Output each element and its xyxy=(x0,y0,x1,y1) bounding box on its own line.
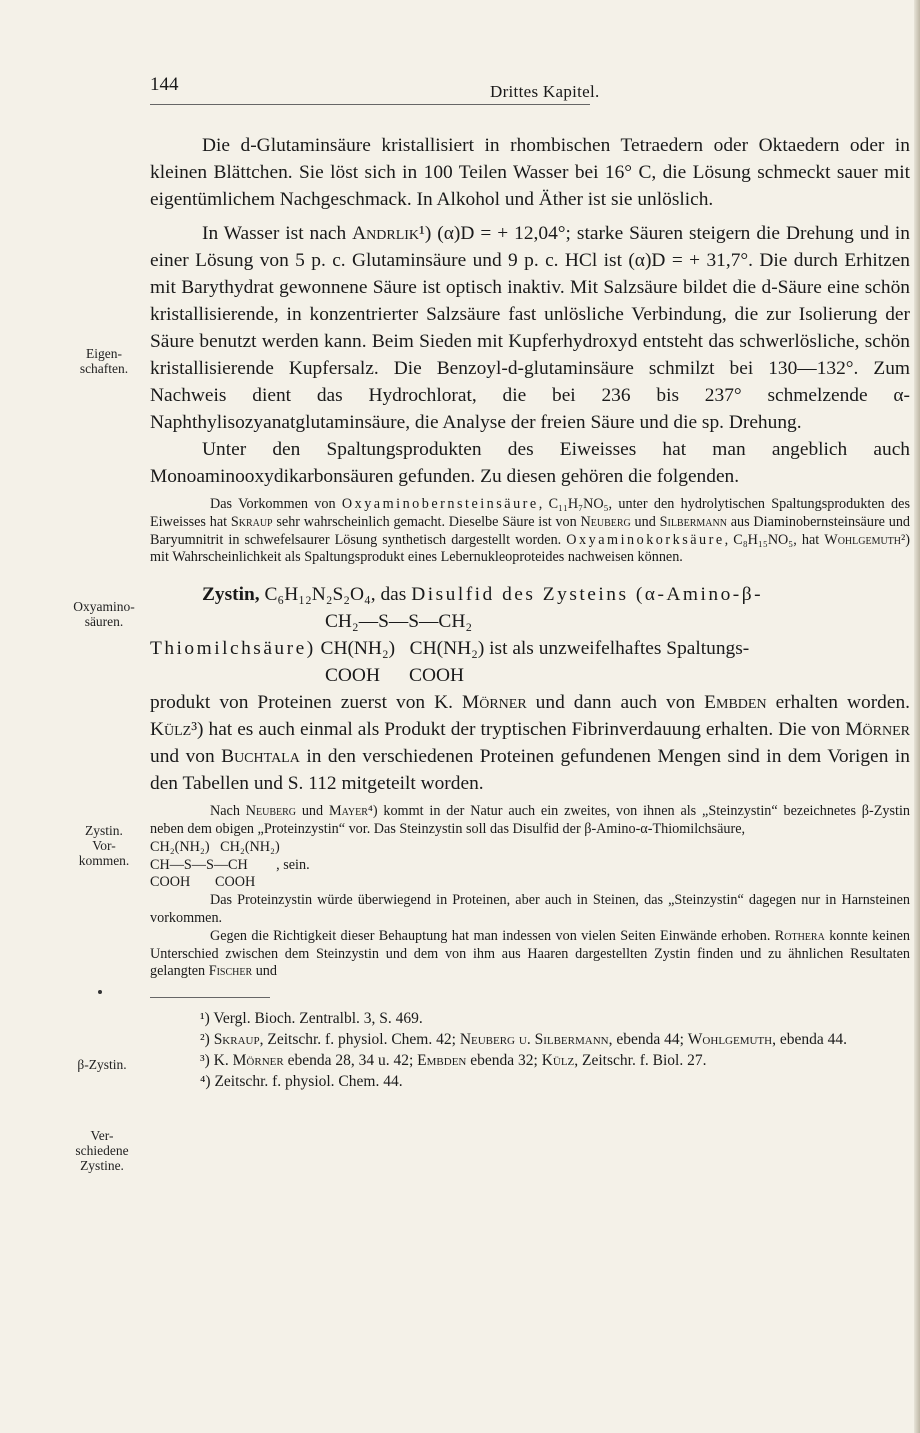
running-head: Drittes Kapitel. xyxy=(490,82,600,101)
page-number: 144 xyxy=(150,74,179,95)
margin-note-eigenschaften: Eigen- schaften. xyxy=(79,346,129,376)
margin-note-beta-zystin: β-Zystin. xyxy=(77,1057,127,1072)
margin-dot xyxy=(98,990,102,994)
margin-note-verschiedene-zystine: Ver- schiedene Zystine. xyxy=(75,1128,129,1173)
paragraph-proteinzystin: Das Proteinzystin würde überwiegend in Proteinen, aber auch in Steinen, das „Steinzystin“ dagegen nur in Harnsteinen vorkommen. xyxy=(150,892,910,926)
main-text xyxy=(150,132,910,1092)
paragraph-spaltungsprodukte: Unter den Spaltungsprodukten des Eiweisses hat man angeblich auch Monoaminooxydikarbonsäuren gefunden. Zu diesen gehören die folgenden. xyxy=(150,439,910,487)
zystin-structure-top: CH₂—S—S—CH₂ xyxy=(325,611,473,633)
steinzystin-structure: CH₂(NH₂) CH₂(NH₂) CH—S—S—CH , sein. COOH COOH xyxy=(150,838,310,891)
footnote-1: ¹) Vergl. Bioch. Zentralbl. 3, S. 469. xyxy=(200,1010,423,1028)
zystin-structure-bottom: COOH COOH xyxy=(325,665,464,687)
footnote-4: ⁴) Zeitschr. f. physiol. Chem. 44. xyxy=(200,1073,403,1091)
paragraph-steinzystin: Nach Neuberg und Mayer⁴) kommt in der Natur auch ein zweites, von ihnen als „Steinzystin“ bezeichnetes β-Zystin neben dem obigen „Proteinzystin“ vor. Das Steinzystin soll das Disulfid der β-Amino-α-Thiomilchsäure, xyxy=(150,803,910,837)
paragraph-properties: Die d-Glutaminsäure kristallisiert in rhombischen Tetraedern oder Oktaedern oder in kleinen Blättchen. Sie löst sich in 100 Teilen Wasser bei 16° C, die Lösung schmeckt sauer mit eigentümlichem Nachgeschmack. In Alkohol und Äther ist sie unlöslich. xyxy=(150,135,910,210)
paragraph-einwaende: Gegen die Richtigkeit dieser Behauptung hat man indessen von vielen Seiten Einwände erhoben. Rothera konnte keinen Unterschied zwischen dem Steinzystin und dem von ihm aus Haaren dargestellten Zystin finden und zu ähnlichen Resultaten gelangten Fischer und xyxy=(150,927,911,980)
zystin-structure-mid: CH(NH₂) CH(NH₂) xyxy=(320,638,485,660)
paragraph-oxyamino: Das Vorkommen von Oxyaminobernsteinsäure, C₁₁H₇NO₅, unter den hydrolytischen Spaltungsprodukten des Eiweisses hat Skraup sehr wahrscheinlich gemacht. Dieselbe Säure ist von Neuberg und Silbermann aus Diaminobernsteinsäure und Baryumnitrit in schwefelsaurer Lösung synthetisch dargestellt worden. Oxyaminokorksäure, C₈H₁₅NO₅, hat Wohlgemuth²) mit Wahrscheinlichkeit als Spaltungsprodukt eines Lebernukleoproteides nachweisen können. xyxy=(150,496,911,566)
paragraph-rotation: In Wasser ist nach Andrlik¹) (α)D = + 12,04°; starke Säuren steigern die Drehung und in einer Lösung von 5 p. c. Glutaminsäure und 9 p. c. HCl ist (α)D = + 31,7°. Die durch Erhitzen mit Barythydrat gewonnene Säure ist optisch inaktiv. Mit Salzsäure bildet die d-Säure eine schön kristallisierende, in konzentrierter Salzsäure fast unlösliche Verbindung, die zur Isolierung der Säure benutzt werden kann. Beim Sieden mit Kupferhydroxyd entsteht das schwerlösliche, schön kristallisierende Kupfersalz. Die Benzoyl-d-glutaminsäure schmilzt bei 130—132°. Zum Nachweis dient das Hydrochlorat, die bei 236 bis 237° schmelzende α-Naphthylisozyanatglutaminsäure, die Analyse der freien Säure und die sp. Drehung. xyxy=(150,223,910,433)
footnotes xyxy=(150,1008,910,1092)
paragraph-zystin: produkt von Proteinen zuerst von K. Mörner und dann auch von Embden erhalten worden. Külz³) hat es auch einmal als Produkt der tryptischen Fibrinverdauung erhalten. Die von Mörner und von Buchtala in den verschiedenen Proteinen gefundenen Mengen sind in dem Vorigen in den Tabellen und S. 112 mitgeteilt worden. xyxy=(150,692,911,795)
footnote-rule xyxy=(150,997,270,998)
header-rule xyxy=(150,104,590,105)
author-andrlik: Andrlik xyxy=(352,223,420,244)
footnote-3: ³) K. Mörner ebenda 28, 34 u. 42; Embden ebenda 32; Külz, Zeitschr. f. Biol. 27. xyxy=(200,1052,707,1070)
zystin-title: Zystin, xyxy=(202,584,260,606)
page-header xyxy=(150,74,910,104)
footnote-2: ²) Skraup, Zeitschr. f. physiol. Chem. 42; Neuberg u. Silbermann, ebenda 44; Wohlgemuth, ebenda 44. xyxy=(200,1031,847,1049)
page-edge xyxy=(914,0,920,1433)
zystin-heading-block: Zystin, C₆H₁₂N₂S₂O₄, das Disulfid des Zysteins (α-Amino-β- CH₂—S—S—CH₂ Thiomilchsäure) CH(NH₂) CH(NH₂) ist als unzweifelhaftes Spaltungs- COOH COOH xyxy=(150,581,910,689)
margin-note-zystin-vorkommen: Zystin. Vor- kommen. xyxy=(78,823,130,868)
margin-note-oxyaminosaeuren: Oxyamino- säuren. xyxy=(73,599,135,629)
